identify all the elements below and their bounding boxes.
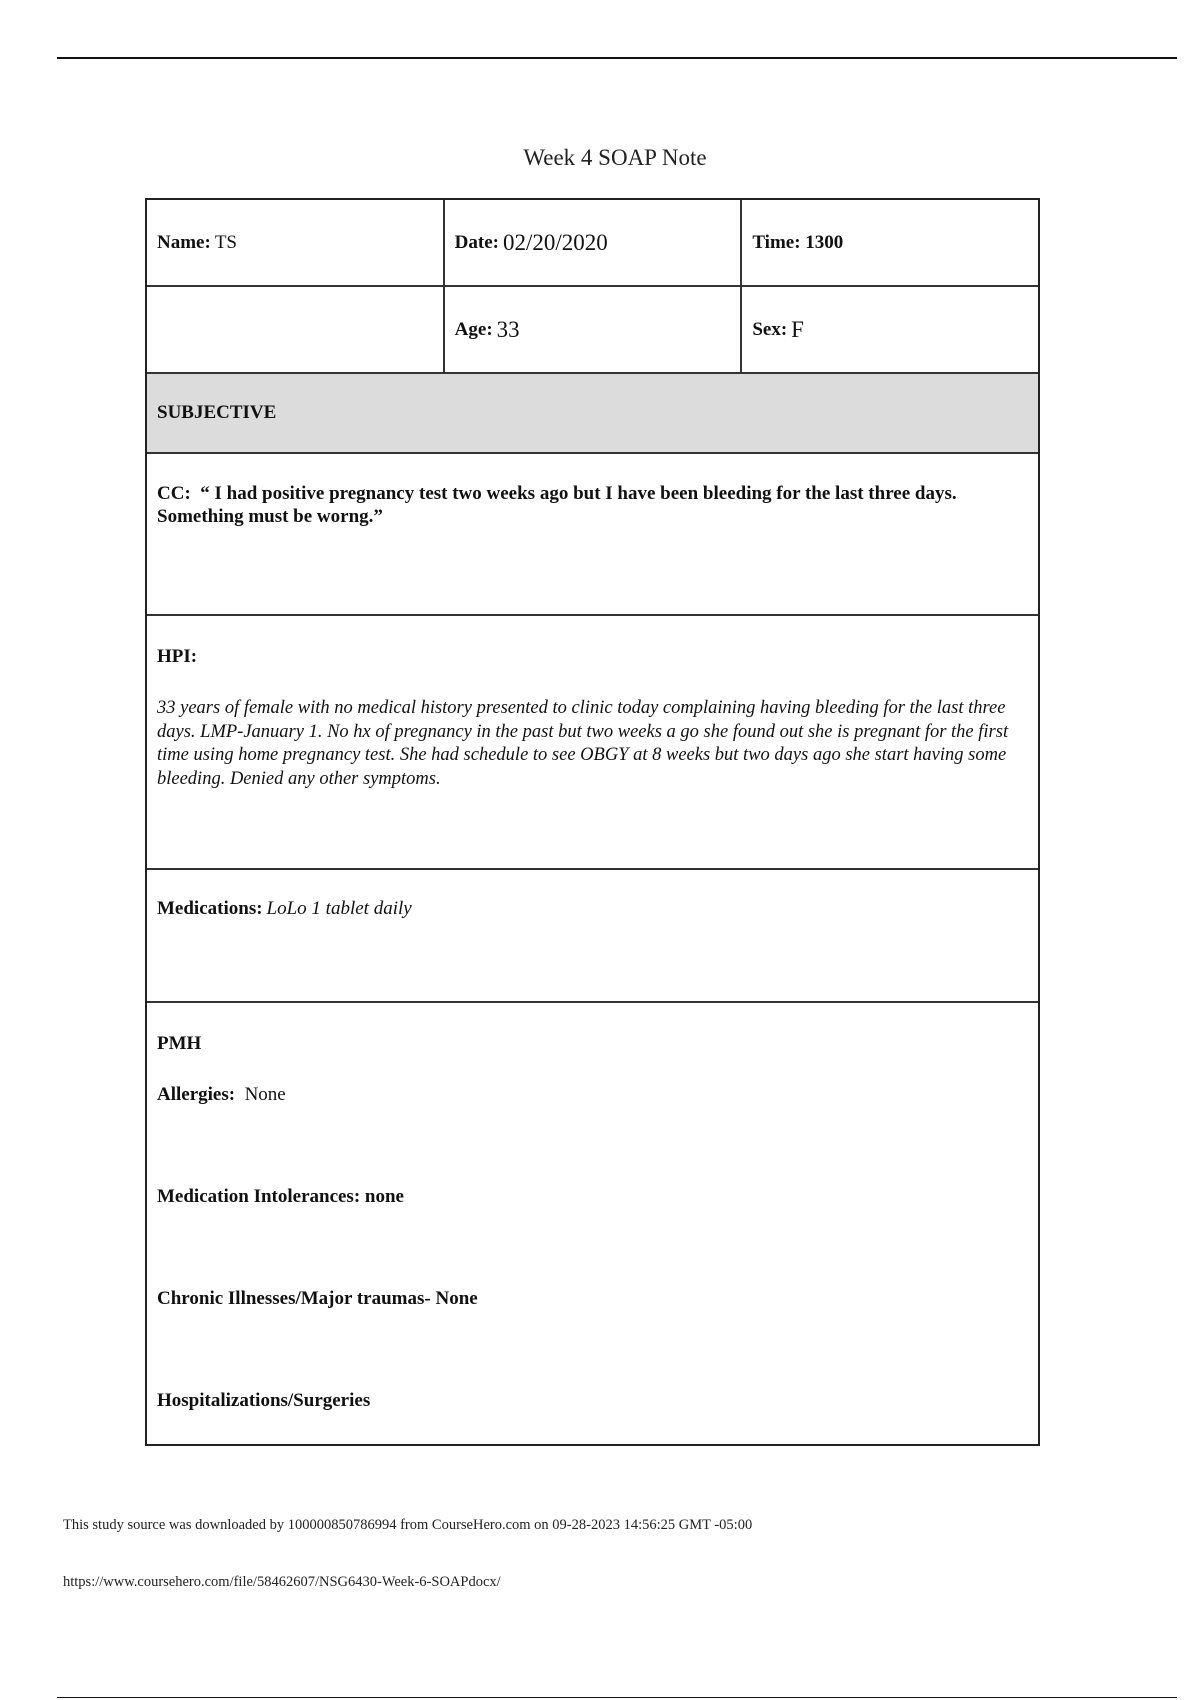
hpi-text: 33 years of female with no medical history presented to clinic today complaining having bleeding for the last three days. LMP-January 1. No hx of pregnancy in the past but two weeks a go she found out she is pregnant for the first time using home pregnancy test. She had schedule to see OBGY at 8 weeks but two days ago she start having some bleeding. Denied any other symptoms. [157, 698, 1009, 789]
allergies-label: Allergies: [157, 1084, 236, 1105]
pmh-section [157, 1033, 478, 1444]
header-row-1 [147, 200, 1038, 287]
age-value: 33 [496, 316, 520, 342]
name-label: Name: [157, 231, 211, 253]
hpi-section [157, 646, 1028, 868]
medication-intolerances: Medication Intolerances: none [157, 1186, 404, 1207]
date-value: 02/20/2020 [502, 229, 608, 255]
age-label: Age: [454, 318, 493, 340]
sex-cell [740, 287, 1038, 372]
empty-cell [147, 287, 443, 372]
medications-value: LoLo 1 tablet daily [266, 898, 412, 919]
time-label: Time: 1300 [752, 231, 844, 253]
date-cell [443, 200, 741, 285]
hpi-row [147, 616, 1038, 870]
pmh-row [147, 1003, 1038, 1444]
chief-complaint [157, 482, 1028, 614]
document-title: Week 4 SOAP Note [523, 145, 707, 170]
sex-label: Sex: [752, 318, 788, 340]
top-rule [57, 57, 1177, 59]
pmh-heading: PMH [157, 1033, 202, 1054]
name-value: TS [214, 231, 237, 253]
download-note: This study source was downloaded by 100000850786994 from CourseHero.com on 09-28-2023 14:56:25 GMT -05:00 [63, 1517, 753, 1533]
name-cell [147, 200, 443, 285]
time-cell [740, 200, 1038, 285]
hpi-label: HPI: [157, 646, 198, 667]
subjective-heading: SUBJECTIVE [157, 402, 277, 423]
source-url: https://www.coursehero.com/file/58462607/NSG6430-Week-6-SOAPdocx/ [63, 1574, 501, 1590]
header-row-2 [147, 287, 1038, 374]
date-label: Date: [454, 231, 499, 253]
subjective-heading-row [147, 374, 1038, 454]
sex-value: F [791, 316, 804, 342]
cc-label: CC: [157, 483, 191, 504]
medications-section [157, 898, 412, 1001]
chief-complaint-row [147, 454, 1038, 616]
chronic-illnesses: Chronic Illnesses/Major traumas- None [157, 1288, 478, 1309]
soap-note-table [145, 198, 1040, 1446]
medications-label: Medications: [157, 898, 263, 919]
allergies-line [157, 1084, 478, 1106]
allergies-value: None [244, 1084, 286, 1105]
hospitalizations-surgeries: Hospitalizations/Surgeries [157, 1390, 371, 1411]
bottom-rule [57, 1697, 1177, 1698]
cc-text: “ I had positive pregnancy test two weeks ago but I have been bleeding for the last three days. Something must be worng.” [157, 483, 957, 527]
age-cell [443, 287, 741, 372]
medications-row [147, 870, 1038, 1003]
